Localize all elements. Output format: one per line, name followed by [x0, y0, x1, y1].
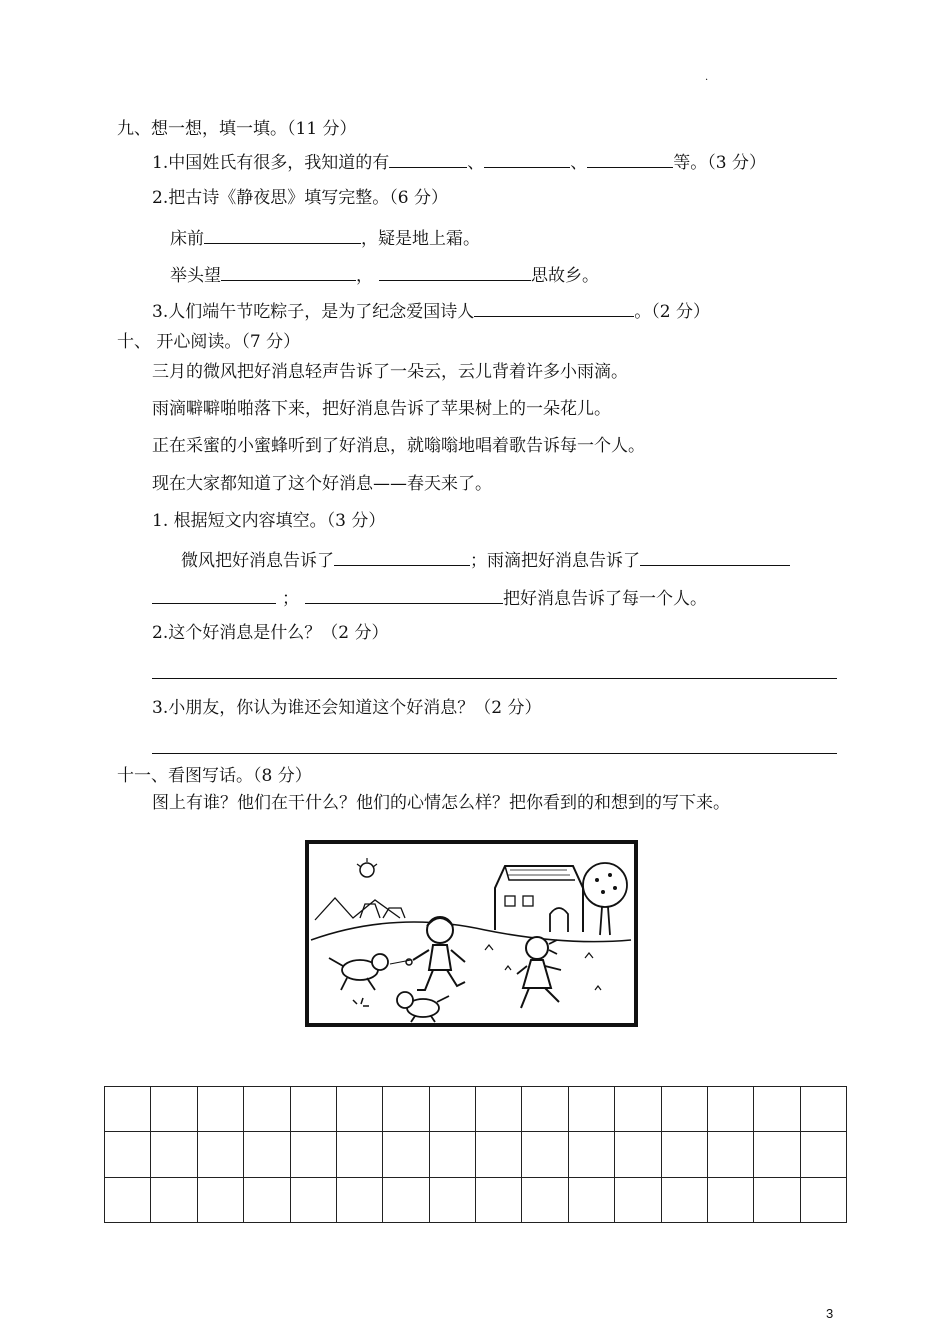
- poet-blank[interactable]: [474, 298, 634, 317]
- section10-q3: 3.小朋友，你认为谁还会知道这个好消息？（2 分）: [152, 698, 542, 718]
- section9-q1: [152, 149, 766, 174]
- grid-cell[interactable]: [754, 1132, 800, 1177]
- grid-row: [105, 1177, 847, 1222]
- q3-text: 3.人们端午节吃粽子，是为了纪念爱国诗人: [152, 302, 475, 322]
- grid-cell[interactable]: [522, 1177, 568, 1222]
- grid-cell[interactable]: [383, 1087, 429, 1132]
- grid-row: [105, 1132, 847, 1177]
- grid-cell[interactable]: [429, 1132, 475, 1177]
- grid-cell[interactable]: [800, 1132, 846, 1177]
- grid-cell[interactable]: [800, 1087, 846, 1132]
- passage-line-3: 正在采蜜的小蜜蜂听到了好消息，就嗡嗡地唱着歌告诉每一个人。: [152, 436, 645, 456]
- grid-cell[interactable]: [336, 1177, 382, 1222]
- grid-cell[interactable]: [615, 1087, 661, 1132]
- poem-blank-2[interactable]: [221, 262, 356, 281]
- surname-blank-1[interactable]: [389, 149, 467, 168]
- grid-cell[interactable]: [290, 1177, 336, 1222]
- fill-line2-tail: 把好消息告诉了每一个人。: [503, 589, 707, 609]
- grid-cell[interactable]: [244, 1087, 290, 1132]
- grid-cell[interactable]: [568, 1132, 614, 1177]
- grid-cell[interactable]: [290, 1132, 336, 1177]
- grid-cell[interactable]: [336, 1132, 382, 1177]
- q1-tail: 等。（3 分）: [673, 153, 766, 173]
- q1-text: 1.中国姓氏有很多，我知道的有: [152, 153, 390, 173]
- grid-cell[interactable]: [754, 1177, 800, 1222]
- section10-q2: 2.这个好消息是什么？（2 分）: [152, 623, 389, 643]
- answer-line-q3[interactable]: [152, 753, 837, 754]
- grid-row: [105, 1087, 847, 1132]
- poem-line-2: [170, 262, 599, 287]
- passage-line-2: 雨滴噼噼啪啪落下来，把好消息告诉了苹果树上的一朵花儿。: [152, 399, 611, 419]
- grid-cell[interactable]: [661, 1087, 707, 1132]
- grid-cell[interactable]: [429, 1087, 475, 1132]
- poem-line-1: [170, 225, 480, 250]
- grid-cell[interactable]: [197, 1132, 243, 1177]
- poem-line2-mid: ，: [356, 266, 373, 286]
- breeze-blank[interactable]: [334, 547, 470, 566]
- grid-cell[interactable]: [290, 1087, 336, 1132]
- grid-cell[interactable]: [661, 1132, 707, 1177]
- fill-line2-mid: ；: [282, 589, 299, 609]
- grid-cell[interactable]: [522, 1132, 568, 1177]
- grid-cell[interactable]: [568, 1087, 614, 1132]
- kids-running-picture: [305, 840, 638, 1027]
- section9-title: 九、想一想，填一填。（11 分）: [117, 119, 357, 139]
- grid-cell[interactable]: [105, 1132, 151, 1177]
- section9-q2: 2.把古诗《静夜思》填写完整。（6 分）: [152, 188, 448, 208]
- grid-cell[interactable]: [707, 1177, 753, 1222]
- answer-line-q2[interactable]: [152, 678, 837, 679]
- grid-cell[interactable]: [476, 1132, 522, 1177]
- grid-cell[interactable]: [754, 1087, 800, 1132]
- bee-blank[interactable]: [305, 585, 503, 604]
- flower-blank[interactable]: [152, 585, 276, 604]
- grid-cell[interactable]: [383, 1177, 429, 1222]
- separator: 、: [570, 153, 588, 173]
- fill-line1-mid: ；雨滴把好消息告诉了: [470, 551, 640, 571]
- grid-cell[interactable]: [707, 1087, 753, 1132]
- writing-grid: [104, 1086, 847, 1223]
- surname-blank-3[interactable]: [587, 149, 673, 168]
- passage-line-4: 现在大家都知道了这个好消息——春天来了。: [152, 474, 492, 494]
- grid-cell[interactable]: [568, 1177, 614, 1222]
- grid-cell[interactable]: [151, 1087, 197, 1132]
- grid-cell[interactable]: [476, 1087, 522, 1132]
- poem-line2-tail: 思故乡。: [531, 266, 599, 286]
- page-number: 3: [826, 1306, 834, 1321]
- q3-tail: 。（2 分）: [634, 302, 710, 322]
- separator: 、: [467, 153, 485, 173]
- grid-cell[interactable]: [429, 1177, 475, 1222]
- grid-cell[interactable]: [151, 1132, 197, 1177]
- grid-cell[interactable]: [151, 1177, 197, 1222]
- surname-blank-2[interactable]: [484, 149, 570, 168]
- house-icon: [495, 866, 583, 932]
- fill-line-1: [181, 547, 790, 572]
- poem-blank-1[interactable]: [204, 225, 361, 244]
- fill-line1-head: 微风把好消息告诉了: [181, 551, 334, 571]
- raindrop-blank[interactable]: [640, 547, 790, 566]
- section10-q1: 1. 根据短文内容填空。（3 分）: [152, 511, 386, 531]
- grid-cell[interactable]: [615, 1132, 661, 1177]
- grid-cell[interactable]: [244, 1177, 290, 1222]
- fill-line-2: [152, 585, 707, 610]
- grid-cell[interactable]: [105, 1087, 151, 1132]
- passage-line-1: 三月的微风把好消息轻声告诉了一朵云，云儿背着许多小雨滴。: [152, 362, 628, 382]
- section11-title: 十一、看图写话。（8 分）: [117, 766, 312, 786]
- poem-line2-head: 举头望: [170, 266, 221, 286]
- grid-cell[interactable]: [244, 1132, 290, 1177]
- grid-cell[interactable]: [383, 1132, 429, 1177]
- grid-cell[interactable]: [522, 1087, 568, 1132]
- grid-cell[interactable]: [105, 1177, 151, 1222]
- grid-cell[interactable]: [661, 1177, 707, 1222]
- section11-prompt: 图上有谁？他们在干什么？他们的心情怎么样？把你看到的和想到的写下来。: [152, 793, 730, 813]
- top-mark: .: [705, 72, 709, 83]
- poem-blank-3[interactable]: [379, 262, 531, 281]
- grid-cell[interactable]: [615, 1177, 661, 1222]
- grid-cell[interactable]: [476, 1177, 522, 1222]
- poem-line1-tail: ，疑是地上霜。: [361, 229, 480, 249]
- grid-cell[interactable]: [800, 1177, 846, 1222]
- grid-cell[interactable]: [197, 1177, 243, 1222]
- section10-title: 十、 开心阅读。（7 分）: [117, 332, 301, 352]
- grid-cell[interactable]: [336, 1087, 382, 1132]
- poem-line1-head: 床前: [170, 229, 204, 249]
- section9-q3: [152, 298, 710, 323]
- grid-cell[interactable]: [197, 1087, 243, 1132]
- grid-cell[interactable]: [707, 1132, 753, 1177]
